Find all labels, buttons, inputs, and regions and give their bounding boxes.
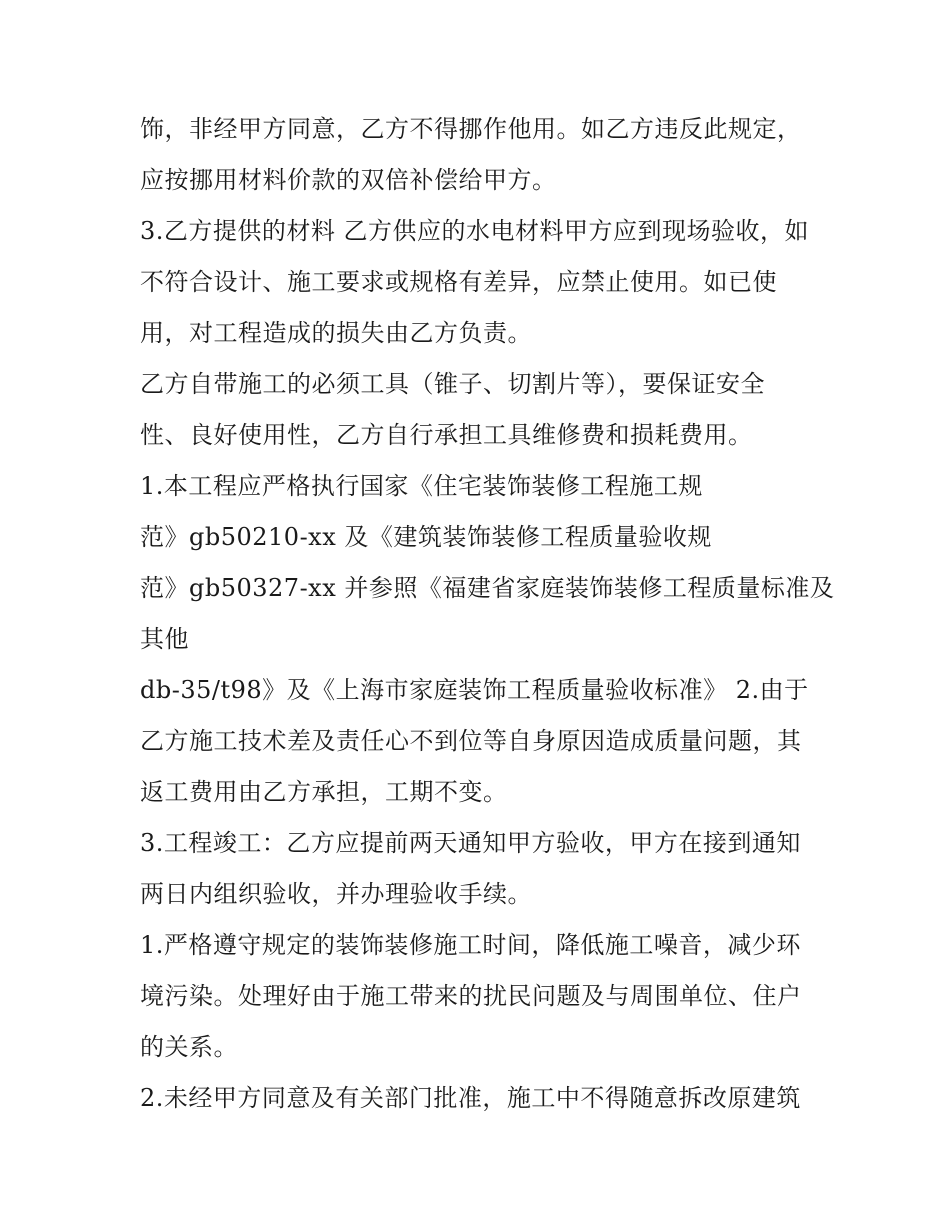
- text-line: 饰，非经甲方同意，乙方不得挪作他用。如乙方违反此规定，: [140, 115, 802, 143]
- text-line: db-35/t98》及《上海市家庭装饰工程质量验收标准》 2.由于: [140, 676, 809, 704]
- text-line: 其他: [140, 625, 189, 653]
- text-line: 3.工程竣工：乙方应提前两天通知甲方验收，甲方在接到通知: [140, 829, 801, 857]
- text-line: 1.严格遵守规定的装饰装修施工时间，降低施工噪音，减少环: [140, 931, 801, 959]
- text-line: 3.乙方提供的材料 乙方供应的水电材料甲方应到现场验收，如: [140, 217, 810, 245]
- text-line: 范》gb50210-xx 及《建筑装饰装修工程质量验收规: [140, 523, 712, 551]
- text-line: 应按挪用材料价款的双倍补偿给甲方。: [140, 166, 557, 194]
- text-line: 用，对工程造成的损失由乙方负责。: [140, 319, 532, 347]
- text-line: 境污染。处理好由于施工带来的扰民问题及与周围单位、住户: [140, 982, 802, 1010]
- text-line: 不符合设计、施工要求或规格有差异，应禁止使用。如已使: [140, 268, 777, 296]
- text-line: 两日内组织验收，并办理验收手续。: [140, 880, 532, 908]
- text-line: 1.本工程应严格执行国家《住宅装饰装修工程施工规: [140, 472, 703, 500]
- text-line: 返工费用由乙方承担，工期不变。: [140, 778, 508, 806]
- text-line: 乙方自带施工的必须工具（锥子、切割片等），要保证安全: [140, 370, 765, 398]
- text-line: 乙方施工技术差及责任心不到位等自身原因造成质量问题，其: [140, 727, 802, 755]
- text-line: 范》gb50327-xx 并参照《福建省家庭装饰装修工程质量标准及: [140, 574, 835, 602]
- text-line: 2.未经甲方同意及有关部门批准，施工中不得随意拆改原建筑: [140, 1084, 801, 1112]
- text-line: 的关系。: [140, 1033, 238, 1061]
- text-line: 性、良好使用性，乙方自行承担工具维修费和损耗费用。: [140, 421, 753, 449]
- document-body: [140, 104, 835, 1124]
